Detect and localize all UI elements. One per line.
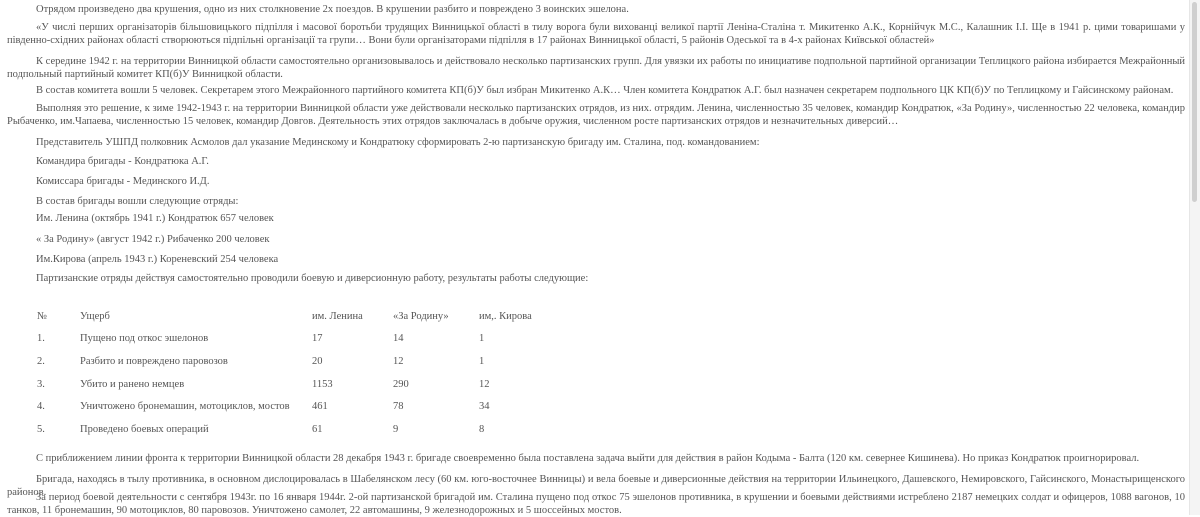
- row-label: Уничтожено бронемашин, мотоциклов, мостов: [80, 401, 290, 413]
- table-row: [37, 350, 559, 373]
- paragraph-derailments: Отрядом произведено два крушения, одно из них столкновение 2х поездов. В крушении разбито и повреждено 3 воинских эшелона.: [36, 4, 629, 15]
- row-label: Проведено боевых операций: [80, 423, 209, 435]
- header-za-rodinu: «За Родину»: [393, 310, 449, 322]
- row-label: Убито и ранено немцев: [80, 378, 185, 390]
- cell-za-rodinu: 12: [393, 355, 404, 367]
- cell-lenin: 17: [312, 333, 323, 345]
- table-header-row: [37, 305, 559, 328]
- row-number: 3.: [37, 378, 45, 390]
- paragraph-committee: В состав комитета вошли 5 человек. Секретарем этого Межрайонного партийного комитета КП(б)У был избран Микитенко А.К… Член комитета Кондратюк А.Г. был назначен секретарем подпольного ЦК КП(б)У по Теплицкому и Гайсинскому районам.: [36, 85, 1174, 96]
- paragraph-units-intro: В состав бригады вошли следующие отряды:: [36, 196, 239, 207]
- cell-za-rodinu: 14: [393, 333, 404, 345]
- cell-lenin: 61: [312, 423, 323, 435]
- row-number: 5.: [37, 423, 45, 435]
- header-lenin: им. Ленина: [312, 310, 363, 322]
- row-number: 2.: [37, 355, 45, 367]
- cell-za-rodinu: 78: [393, 401, 404, 413]
- paragraph-shabelyansky-forest: Бригада, находясь в тылу противника, в основном дислоцировалась в Шабелянском лесу (60 км. юго-восточнее Винницы) и вела боевые и диверсионные действия на территории Ильинецкого, Дашевского, Немировского, Гайсинского, Монастырищенского районов.: [7, 474, 1185, 498]
- cell-lenin: 461: [312, 401, 328, 413]
- paragraph-mid-1942: К середине 1942 г. на территории Винницкой области самостоятельно организовывалось и действовало несколько партизанских групп. Для увязки их работы по инициативе подпольной партийной организации Теплицкого района избирается Межрайонный подпольный партийный комитет КП(б)У Винницкой области.: [7, 56, 1185, 80]
- row-label: Пущено под откос эшелонов: [80, 333, 209, 345]
- scrollbar-thumb[interactable]: [1192, 2, 1197, 202]
- page-scrollbar[interactable]: [1189, 0, 1200, 515]
- cell-lenin: 1153: [312, 378, 333, 390]
- cell-za-rodinu: 290: [393, 378, 409, 390]
- paragraph-results-intro: Партизанские отряды действуя самостоятельно проводили боевую и диверсионную работу, результаты работы следующие:: [36, 273, 589, 284]
- paragraph-unit-kirov: Им.Кирова (апрель 1943 г.) Кореневский 254 человека: [36, 254, 279, 265]
- row-label: Разбито и повреждено паровозов: [80, 355, 228, 367]
- cell-kirov: 1: [479, 333, 485, 345]
- results-table: [37, 305, 559, 441]
- paragraph-commissar: Комиссара бригады - Мединского И.Д.: [36, 176, 210, 187]
- paragraph-unit-za-rodinu: « За Родину» (август 1942 г.) Рибаченко 200 человек: [36, 234, 270, 245]
- cell-za-rodinu: 9: [393, 423, 399, 435]
- table-row: [37, 328, 559, 351]
- cell-lenin: 20: [312, 355, 323, 367]
- paragraph-combat-summary: За период боевой деятельности с сентября 1943г. по 16 января 1944г. 2-ой партизанской бригадой им. Сталина пущено под откос 75 эшелонов противника, в крушении и боевыми действиями истреблено 2187 немецких солдат и офицеров, 1088 вагонов, 10 танков, 11 бронемашин, 90 мотоциклов, 80 паровозов. Уничтожено самолет, 22 автомашины, 9 железнодорожных и 5 шоссейных мостов.: [7, 492, 1185, 516]
- paragraph-unit-lenin: Им. Ленина (октябрь 1941 г.) Кондратюк 657 человек: [36, 213, 274, 224]
- paragraph-ukrainian-quote: «У числі перших організаторів більшовицького підпілля і масової боротьби трудящих Винницької області в тилу ворога були вихованці великої партії Леніна-Сталіна т. Микитенко А.К., Корнійчук М.С., Калашник І.І. Ще в 1941 р. цими товаришами у південно-східних районах області створюються підпільні організації та групи… Вони були організаторами підпілля в 17 районах Винницької області, 5 районів Одеської та в 4-х районах Київської областей»: [7, 22, 1185, 46]
- paragraph-commander: Командира бригады - Кондратюка А.Г.: [36, 156, 209, 167]
- header-kirov: им,. Кирова: [479, 310, 532, 322]
- paragraph-asmolov: Представитель УШПД полковник Асмолов дал указание Мединскому и Кондратюку сформировать 2-ю партизанскую бригаду им. Сталина, под. командованием:: [36, 137, 760, 148]
- paragraph-winter-1942: Выполняя это решение, к зиме 1942-1943 г. на территории Винницкой области уже действовали несколько партизанских отрядов, из них. отрядим. Ленина, численностью 35 человек, командир Кондратюк, «За Родину», численностью 22 человека, командир Рыбаченко, им.Чапаева, численностью 15 человек, командир Довгов. Деятельность этих отрядов заключалась в добыче оружия, численном росте партизанских отрядов и незначительных диверсий…: [7, 103, 1185, 127]
- table-row: [37, 418, 559, 441]
- header-number: №: [37, 310, 48, 322]
- paragraph-front-approach: С приближением линии фронта к территории Винницкой области 28 декабря 1943 г. бригаде своевременно была поставлена задача выйти для действия в район Кодыма - Балта (120 км. севернее Кишинева). Но приказ Кондратюк проигнорировал.: [36, 453, 1140, 464]
- row-number: 4.: [37, 401, 45, 413]
- table-row: [37, 373, 559, 396]
- cell-kirov: 8: [479, 423, 485, 435]
- header-damage: Ущерб: [80, 310, 110, 322]
- table-row: [37, 395, 559, 418]
- cell-kirov: 1: [479, 355, 485, 367]
- cell-kirov: 34: [479, 401, 490, 413]
- cell-kirov: 12: [479, 378, 490, 390]
- row-number: 1.: [37, 333, 45, 345]
